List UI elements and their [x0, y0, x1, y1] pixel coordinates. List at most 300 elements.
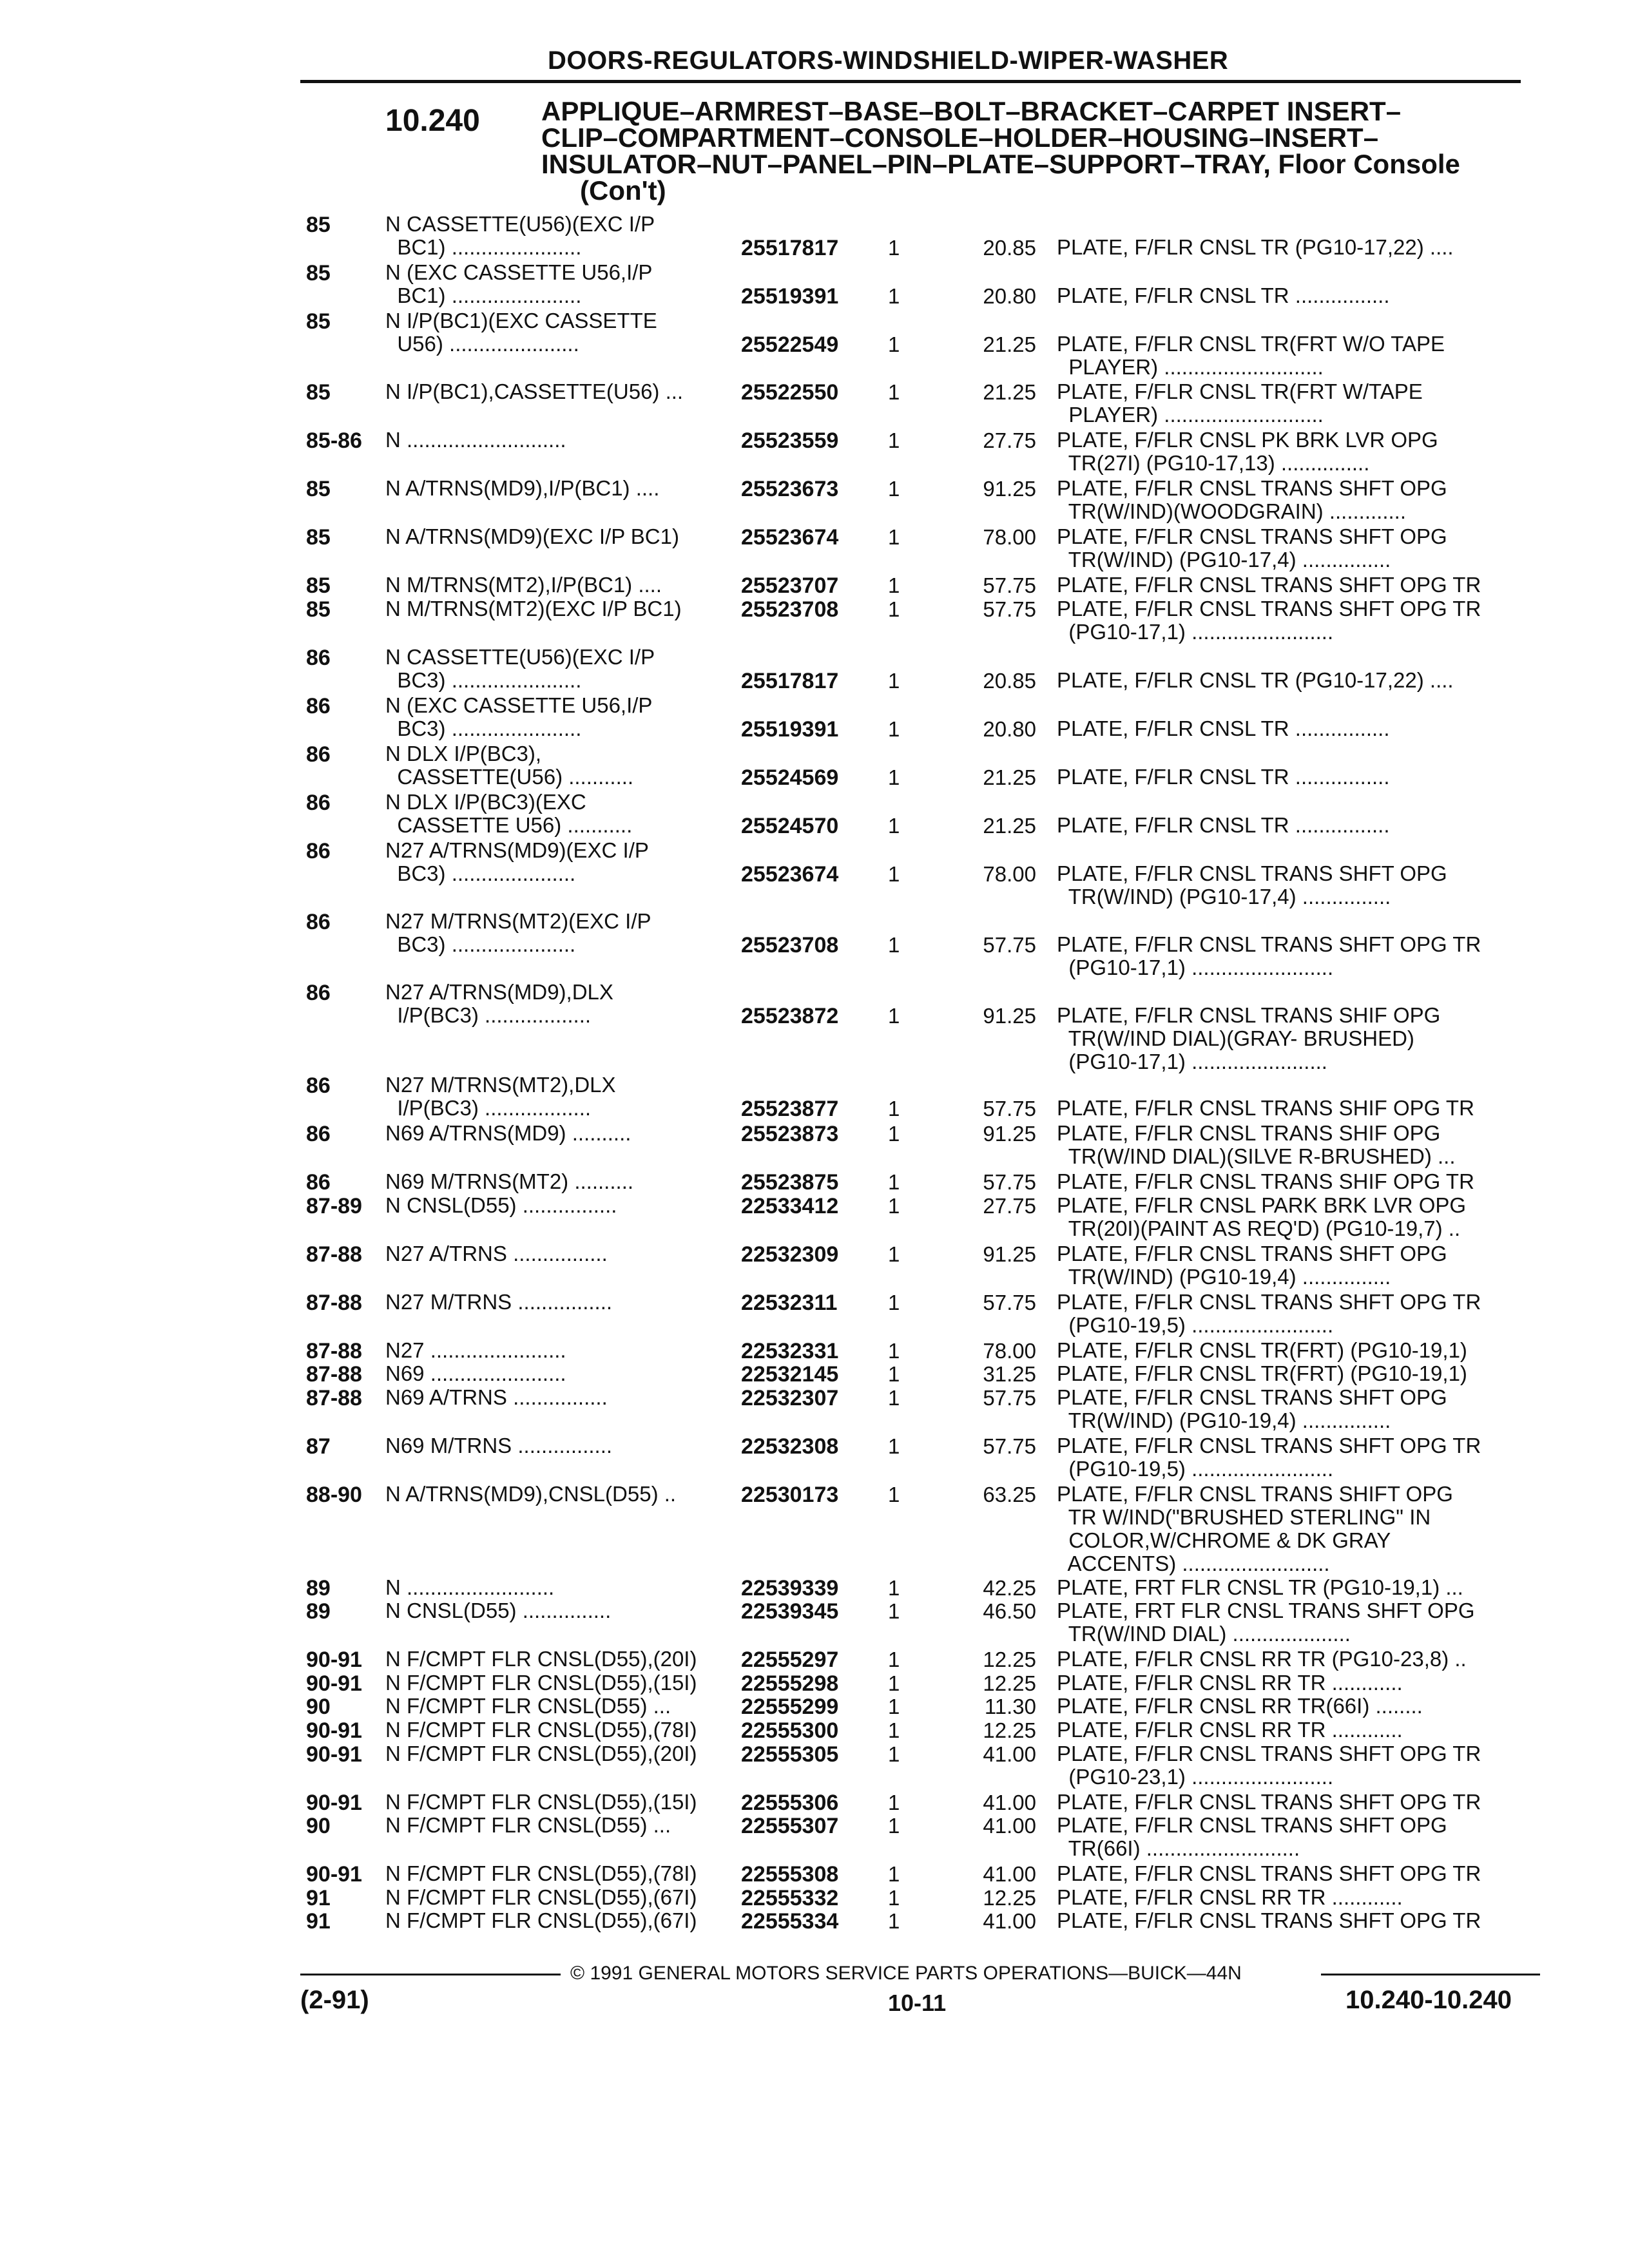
usage-description [385, 646, 655, 692]
header-rule [300, 80, 1521, 83]
price: 20.85 [983, 668, 1036, 693]
part-number: 25517817 [741, 236, 839, 260]
figure-number: 86 [306, 742, 331, 767]
figure-number: 85 [306, 573, 331, 599]
figure-number: 85 [306, 309, 331, 334]
page-header-title: DOORS-REGULATORS-WINDSHIELD-WIPER-WASHER [548, 46, 1229, 75]
price: 57.75 [983, 1434, 1036, 1459]
figure-number: 90-91 [306, 1718, 362, 1743]
usage-description-line: N CASSETTE(U56)(EXC I/P [385, 644, 655, 669]
part-name [1057, 1886, 1403, 1909]
part-number: 22533412 [741, 1193, 839, 1218]
figure-number: 86 [306, 1073, 331, 1098]
usage-description [385, 694, 652, 740]
part-number: 22539339 [741, 1575, 839, 1600]
price: 91.25 [983, 1242, 1036, 1266]
table-row [0, 1194, 1629, 1245]
usage-description [385, 309, 657, 356]
price: 12.25 [983, 1718, 1036, 1742]
figure-number: 86 [306, 1170, 331, 1195]
figure-number: 90 [306, 1814, 331, 1839]
part-name-line: PLATE, F/FLR CNSL TR (PG10-17,22) .... [1057, 235, 1454, 259]
quantity: 1 [888, 1003, 900, 1028]
part-name-line: PLATE, F/FLR CNSL TRANS SHFT OPG TR [1057, 573, 1481, 597]
quantity: 1 [888, 862, 900, 887]
usage-description [385, 261, 652, 307]
table-row [0, 1434, 1629, 1486]
table-row [0, 1386, 1629, 1437]
part-name-line: PLATE, F/FLR CNSL TRANS SHFT OPG TR [1057, 1741, 1481, 1765]
part-name-line: PLATE, F/FLR CNSL TRANS SHFT OPG [1057, 1385, 1447, 1410]
quantity: 1 [888, 1648, 900, 1672]
figure-number: 86 [306, 693, 331, 718]
figure-number: 90-91 [306, 1862, 362, 1887]
part-name-line: TR(27I) (PG10-17,13) ............... [1057, 450, 1370, 475]
date-code: (2-91) [300, 1986, 369, 2014]
part-number: 25523559 [741, 428, 839, 453]
price: 41.00 [983, 1814, 1036, 1838]
price: 42.25 [983, 1575, 1036, 1600]
part-name-line: PLATE, F/FLR CNSL TRANS SHIFT OPG [1057, 1482, 1453, 1506]
figure-number: 90 [306, 1695, 331, 1720]
price: 57.75 [983, 1290, 1036, 1314]
usage-description-line: N F/CMPT FLR CNSL(D55),(67I) [385, 1908, 697, 1933]
part-number: 25522549 [741, 332, 839, 358]
part-name [1057, 933, 1481, 979]
quantity: 1 [888, 380, 900, 404]
usage-description-line: N I/P(BC1)(EXC CASSETTE [385, 309, 657, 333]
section-range: 10.240-10.240 [1345, 1986, 1512, 2014]
part-number: 22532331 [741, 1338, 839, 1363]
usage-description [385, 1576, 554, 1599]
usage-description [385, 1718, 697, 1742]
figure-number: 86 [306, 909, 331, 934]
usage-description-line: N27 A/TRNS(MD9),DLX [385, 979, 613, 1004]
part-name-line: PLATE, F/FLR CNSL TRANS SHFT OPG [1057, 524, 1447, 549]
quantity: 1 [888, 1695, 900, 1719]
usage-description-line: CASSETTE U56) ........... [385, 813, 633, 838]
part-name-line: PLATE, F/FLR CNSL RR TR ............ [1057, 1885, 1403, 1909]
table-row [0, 1242, 1629, 1294]
part-name [1057, 765, 1390, 789]
page-number: 10-11 [888, 1990, 947, 2016]
part-name-line: (PG10-17,1) ........................ [1057, 619, 1334, 644]
price: 41.00 [983, 1742, 1036, 1766]
part-name-line: TR W/IND("BRUSHED STERLING" IN [1057, 1505, 1431, 1530]
part-name-line: PLATE, F/FLR CNSL TR ................ [1057, 813, 1390, 838]
figure-number: 87 [306, 1434, 331, 1459]
quantity: 1 [888, 1671, 900, 1695]
price: 57.75 [983, 932, 1036, 957]
part-name-line: PLATE, F/FLR CNSL TRANS SHIF OPG TR [1057, 1095, 1474, 1120]
figure-number: 86 [306, 791, 331, 816]
part-number: 25523708 [741, 932, 839, 957]
usage-description-line: N F/CMPT FLR CNSL(D55),(20I) [385, 1741, 697, 1765]
part-name-line: PLATE, FRT FLR CNSL TR (PG10-19,1) ... [1057, 1575, 1463, 1599]
quantity: 1 [888, 668, 900, 693]
part-name-line: ACCENTS) ......................... [1057, 1552, 1330, 1576]
part-name-line: PLATE, F/FLR CNSL PK BRK LVR OPG [1057, 427, 1438, 452]
quantity: 1 [888, 814, 900, 838]
price: 91.25 [983, 1122, 1036, 1146]
part-number: 22555308 [741, 1862, 839, 1887]
figure-number: 85 [306, 525, 331, 550]
usage-description-line: N ........................... [385, 427, 566, 452]
usage-description [385, 1814, 671, 1837]
usage-description [385, 1483, 676, 1506]
usage-description [385, 1648, 697, 1671]
usage-description [385, 1671, 697, 1695]
price: 78.00 [983, 525, 1036, 550]
figure-number: 85-86 [306, 428, 362, 453]
price: 41.00 [983, 1909, 1036, 1934]
part-name-line: TR(W/IND DIAL) .................... [1057, 1622, 1351, 1646]
quantity: 1 [888, 1290, 900, 1314]
part-name-line: PLATE, F/FLR CNSL TRANS SHFT OPG TR [1057, 596, 1481, 620]
usage-description-line: I/P(BC3) .................. [385, 1003, 592, 1027]
quantity: 1 [888, 284, 900, 309]
quantity: 1 [888, 525, 900, 550]
usage-description [385, 477, 659, 500]
part-number: 22532309 [741, 1242, 839, 1267]
part-name-line: TR(W/IND) (PG10-17,4) ............... [1057, 885, 1391, 909]
figure-number: 85 [306, 477, 331, 502]
part-number: 22532308 [741, 1434, 839, 1459]
part-name [1057, 1362, 1467, 1385]
part-number: 25522550 [741, 380, 839, 405]
quantity: 1 [888, 1790, 900, 1814]
part-name [1057, 1599, 1475, 1646]
price: 21.25 [983, 765, 1036, 789]
table-row [0, 1482, 1629, 1576]
price: 20.80 [983, 716, 1036, 741]
part-name-line: PLATE, F/FLR CNSL TRANS SHFT OPG [1057, 1241, 1447, 1265]
footer-rule [1321, 1974, 1540, 1975]
quantity: 1 [888, 1599, 900, 1624]
usage-description [385, 1862, 697, 1885]
part-number: 22530173 [741, 1483, 839, 1508]
usage-description-line: N F/CMPT FLR CNSL(D55),(15I) [385, 1789, 697, 1814]
part-name-line: TR(20I)(PAINT AS REQ'D) (PG10-19,7) .. [1057, 1216, 1461, 1240]
table-row [0, 742, 1629, 794]
table-row [0, 1742, 1629, 1794]
usage-description-line: N (EXC CASSETTE U56,I/P [385, 693, 653, 717]
quantity: 1 [888, 1170, 900, 1195]
usage-description-line: N A/TRNS(MD9),I/P(BC1) .... [385, 476, 660, 501]
part-number: 25523674 [741, 525, 839, 550]
part-number: 22555300 [741, 1718, 839, 1743]
quantity: 1 [888, 1386, 900, 1410]
part-name [1057, 1483, 1453, 1575]
part-name-line: (PG10-19,5) ........................ [1057, 1457, 1334, 1481]
table-row [0, 1814, 1629, 1865]
usage-description-line: N DLX I/P(BC3)(EXC [385, 790, 586, 814]
usage-description-line: N M/TRNS(MT2),I/P(BC1) .... [385, 573, 662, 597]
price: 21.25 [983, 380, 1036, 404]
quantity: 1 [888, 236, 900, 260]
table-row [0, 646, 1629, 697]
table-row [0, 1122, 1629, 1173]
price: 41.00 [983, 1862, 1036, 1887]
table-row [0, 213, 1629, 264]
quantity: 1 [888, 332, 900, 357]
usage-description-line: N F/CMPT FLR CNSL(D55),(67I) [385, 1885, 697, 1909]
price: 11.30 [984, 1695, 1036, 1719]
part-name [1057, 1742, 1481, 1789]
part-name [1057, 573, 1481, 597]
usage-description [385, 1434, 612, 1457]
figure-number: 90-91 [306, 1790, 362, 1815]
figure-number: 85 [306, 261, 331, 286]
table-row [0, 979, 1629, 1073]
quantity: 1 [888, 1718, 900, 1742]
part-name [1057, 1097, 1474, 1120]
usage-description-line: N27 M/TRNS ................ [385, 1289, 613, 1314]
part-number: 22555332 [741, 1885, 839, 1910]
price: 12.25 [983, 1648, 1036, 1672]
figure-number: 90-91 [306, 1648, 362, 1673]
part-name-line: TR(66I) .......................... [1057, 1836, 1300, 1861]
quantity: 1 [888, 765, 900, 789]
price: 27.75 [983, 1193, 1036, 1218]
quantity: 1 [888, 1862, 900, 1887]
part-name [1057, 380, 1423, 427]
part-number: 22555297 [741, 1648, 839, 1673]
part-name [1057, 1648, 1467, 1671]
table-row [0, 380, 1629, 432]
figure-number: 90-91 [306, 1671, 362, 1696]
part-name-line: PLATE, F/FLR CNSL TR (PG10-17,22) .... [1057, 668, 1454, 692]
price: 91.25 [983, 477, 1036, 501]
part-name-line: TR(W/IND DIAL)(GRAY- BRUSHED) [1057, 1026, 1414, 1050]
part-number: 22555305 [741, 1742, 839, 1767]
usage-description-line: BC1) ...................... [385, 284, 582, 308]
usage-description [385, 1695, 671, 1718]
part-name-line: PLATE, FRT FLR CNSL TRANS SHFT OPG [1057, 1599, 1475, 1623]
part-number: 25524569 [741, 765, 839, 790]
usage-description-line: N CASSETTE(U56)(EXC I/P [385, 212, 655, 236]
usage-description [385, 525, 679, 548]
part-name [1057, 717, 1390, 740]
part-name-line: TR(W/IND)(WOODGRAIN) ............. [1057, 499, 1407, 524]
usage-description [385, 1386, 608, 1409]
part-name [1057, 477, 1447, 523]
quantity: 1 [888, 1338, 900, 1363]
part-name-line: PLATE, F/FLR CNSL TRANS SHFT OPG TR [1057, 1289, 1481, 1314]
usage-description [385, 1194, 617, 1217]
part-name-line: PLATE, F/FLR CNSL TR ................ [1057, 284, 1390, 308]
price: 12.25 [983, 1671, 1036, 1695]
part-name-line: PLATE, F/FLR CNSL TR(FRT) (PG10-19,1) [1057, 1361, 1467, 1386]
usage-description-line: N F/CMPT FLR CNSL(D55),(20I) [385, 1647, 697, 1671]
section-title [541, 98, 1508, 204]
part-number: 22532311 [741, 1290, 838, 1315]
part-name [1057, 1194, 1466, 1240]
quantity: 1 [888, 477, 900, 501]
figure-number: 87-88 [306, 1362, 362, 1387]
part-name-line: (PG10-23,1) ........................ [1057, 1764, 1334, 1789]
part-name-line: PLATE, F/FLR CNSL RR TR ............ [1057, 1670, 1403, 1695]
usage-description-line: N I/P(BC1),CASSETTE(U56) ... [385, 379, 684, 403]
part-number: 22532307 [741, 1386, 839, 1411]
usage-description [385, 742, 633, 789]
table-row [0, 1291, 1629, 1342]
table-row [0, 838, 1629, 909]
figure-number: 91 [306, 1909, 331, 1934]
part-number: 25523873 [741, 1122, 839, 1147]
quantity: 1 [888, 1096, 900, 1120]
figure-number: 86 [306, 980, 331, 1005]
part-number: 25524570 [741, 814, 839, 839]
part-name-line: PLAYER) ........................... [1057, 355, 1324, 380]
usage-description-line: N F/CMPT FLR CNSL(D55),(78I) [385, 1717, 697, 1742]
quantity: 1 [888, 716, 900, 741]
part-number: 25523673 [741, 477, 839, 502]
figure-number: 85 [306, 380, 331, 405]
part-name [1057, 669, 1454, 692]
quantity: 1 [888, 573, 900, 598]
usage-description [385, 1791, 697, 1814]
price: 27.75 [983, 428, 1036, 452]
table-row [0, 525, 1629, 577]
usage-description [385, 981, 613, 1027]
figure-number: 89 [306, 1599, 331, 1624]
part-name-line: TR(W/IND) (PG10-19,4) ............... [1057, 1408, 1391, 1433]
price: 91.25 [983, 1003, 1036, 1028]
price: 31.25 [983, 1362, 1036, 1387]
part-name [1057, 1695, 1423, 1718]
part-name [1057, 1170, 1474, 1193]
part-name-line: PLATE, F/FLR CNSL TRANS SHFT OPG TR [1057, 1861, 1481, 1886]
part-name-line: PLAYER) ........................... [1057, 402, 1324, 427]
part-name-line: (PG10-17,1) ........................ [1057, 955, 1334, 979]
table-row [0, 1073, 1629, 1125]
price: 57.75 [983, 573, 1036, 598]
copyright-notice: © 1991 GENERAL MOTORS SERVICE PARTS OPERATIONS—BUICK—44N [570, 1963, 1242, 1984]
part-name [1057, 1122, 1456, 1168]
usage-description [385, 1909, 697, 1932]
usage-description-line: BC3) ...................... [385, 716, 582, 740]
price: 41.00 [983, 1790, 1036, 1814]
part-name [1057, 862, 1447, 908]
usage-description [385, 910, 651, 956]
quantity: 1 [888, 1242, 900, 1266]
usage-description-line: BC1) ...................... [385, 235, 582, 259]
usage-description-line: N A/TRNS(MD9)(EXC I/P BC1) [385, 524, 679, 549]
quantity: 1 [888, 1909, 900, 1934]
part-name-line: PLATE, F/FLR CNSL TRANS SHIF OPG [1057, 1003, 1441, 1027]
usage-description-line: N ......................... [385, 1575, 555, 1599]
price: 57.75 [983, 597, 1036, 621]
usage-description [385, 597, 682, 620]
usage-description-line: N69 ....................... [385, 1361, 566, 1386]
part-name [1057, 1004, 1440, 1073]
part-name-line: PLATE, F/FLR CNSL TR(FRT) (PG10-19,1) [1057, 1338, 1467, 1362]
price: 63.25 [983, 1483, 1036, 1507]
price: 12.25 [983, 1885, 1036, 1910]
table-row [0, 261, 1629, 312]
part-name-line: PLATE, F/FLR CNSL TR ................ [1057, 764, 1390, 789]
part-name-line: PLATE, F/FLR CNSL TR(FRT W/TAPE [1057, 379, 1423, 403]
figure-number: 87-88 [306, 1242, 362, 1267]
usage-description-line: I/P(BC3) .................. [385, 1095, 592, 1120]
usage-description-line: N F/CMPT FLR CNSL(D55),(15I) [385, 1670, 697, 1695]
part-name-line: PLATE, F/FLR CNSL TR(FRT W/O TAPE [1057, 332, 1445, 356]
part-name [1057, 814, 1390, 837]
usage-description [385, 1362, 566, 1385]
usage-description-line: N F/CMPT FLR CNSL(D55),(78I) [385, 1861, 697, 1886]
part-name [1057, 597, 1481, 644]
usage-description [385, 573, 662, 597]
quantity: 1 [888, 1814, 900, 1838]
price: 57.75 [983, 1096, 1036, 1120]
part-name-line: PLATE, F/FLR CNSL TRANS SHFT OPG TR [1057, 1908, 1481, 1933]
part-name-line: TR(W/IND) (PG10-17,4) ............... [1057, 548, 1391, 572]
part-name-line: (PG10-17,1) ....................... [1057, 1049, 1327, 1073]
table-row [0, 791, 1629, 842]
figure-number: 87-88 [306, 1290, 362, 1315]
part-name-line: PLATE, F/FLR CNSL TRANS SHFT OPG [1057, 861, 1447, 886]
section-title-line: INSULATOR–NUT–PANEL–PIN–PLATE–SUPPORT–TRAY, Floor Console [541, 149, 1460, 179]
usage-description-line: N CNSL(D55) ................ [385, 1193, 617, 1217]
part-name [1057, 332, 1445, 379]
quantity: 1 [888, 1483, 900, 1507]
part-number: 25517817 [741, 668, 839, 693]
table-row [0, 477, 1629, 528]
usage-description [385, 1291, 612, 1314]
table-row [0, 908, 1629, 979]
part-name-line: COLOR,W/CHROME & DK GRAY [1057, 1528, 1391, 1553]
part-number: 22555298 [741, 1671, 839, 1696]
price: 57.75 [983, 1386, 1036, 1410]
part-name-line: (PG10-19,5) ........................ [1057, 1312, 1334, 1337]
usage-description-line: N CNSL(D55) ............... [385, 1599, 612, 1623]
figure-number: 90-91 [306, 1742, 362, 1767]
price: 46.50 [983, 1599, 1036, 1624]
part-name-line: PLATE, F/FLR CNSL PARK BRK LVR OPG [1057, 1193, 1467, 1217]
usage-description-line: N27 M/TRNS(MT2),DLX [385, 1072, 616, 1097]
usage-description [385, 380, 683, 403]
price: 57.75 [983, 1170, 1036, 1195]
part-number: 25523708 [741, 597, 839, 622]
part-name [1057, 1909, 1481, 1932]
price: 21.25 [983, 814, 1036, 838]
section-title-line: CLIP–COMPARTMENT–CONSOLE–HOLDER–HOUSING–INSERT– [541, 122, 1379, 153]
usage-description [385, 791, 632, 837]
price: 21.25 [983, 332, 1036, 357]
part-number: 22532145 [741, 1362, 839, 1387]
footer-rule [300, 1974, 561, 1975]
usage-description [385, 213, 655, 259]
quantity: 1 [888, 428, 900, 452]
usage-description-line: N M/TRNS(MT2)(EXC I/P BC1) [385, 596, 682, 620]
usage-description [385, 1242, 608, 1265]
section-title-line: APPLIQUE–ARMREST–BASE–BOLT–BRACKET–CARPET INSERT– [541, 96, 1402, 126]
price: 20.85 [983, 236, 1036, 260]
part-name [1057, 1576, 1463, 1599]
usage-description-line: N (EXC CASSETTE U56,I/P [385, 260, 653, 285]
table-row [0, 1909, 1629, 1961]
usage-description [385, 428, 566, 452]
usage-description [385, 1742, 697, 1765]
part-name [1057, 428, 1438, 475]
quantity: 1 [888, 597, 900, 621]
part-number: 25523707 [741, 573, 839, 599]
part-number: 25523877 [741, 1096, 839, 1121]
table-row [0, 309, 1629, 380]
part-name [1057, 1386, 1447, 1432]
usage-description-line: N69 M/TRNS(MT2) .......... [385, 1169, 634, 1194]
